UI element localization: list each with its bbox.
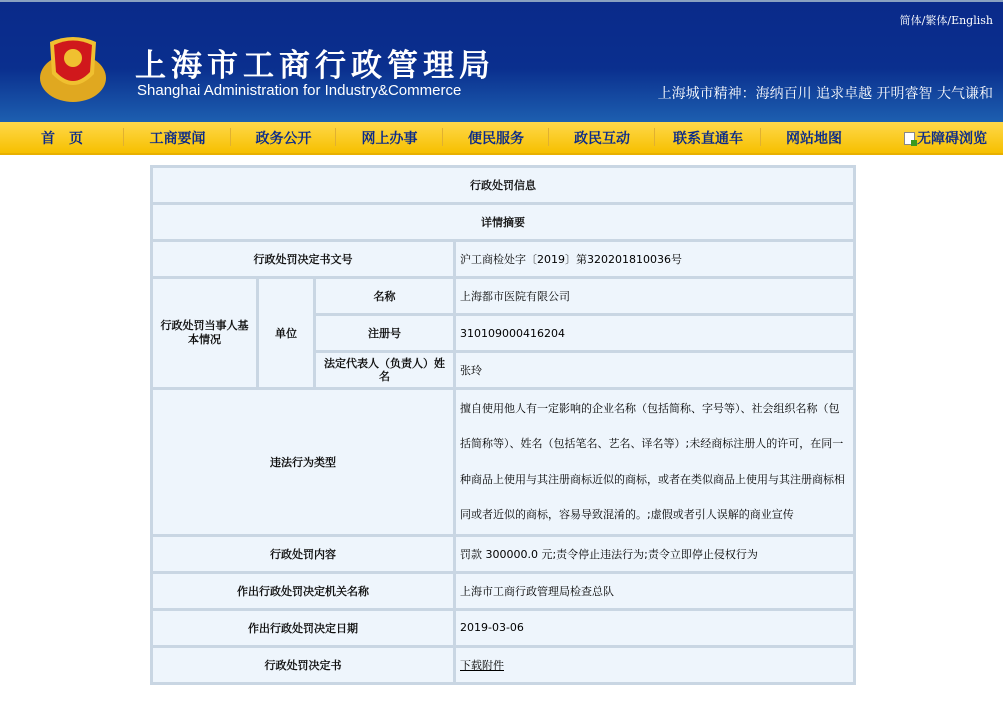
nav-news[interactable]: 工商要闻 <box>124 128 231 148</box>
site-title: 上海市工商行政管理局 <box>135 48 495 84</box>
table-row <box>152 389 855 536</box>
doc-no-value: 沪工商检处字〔2019〕第320201810036号 <box>455 241 855 278</box>
city-slogan: 上海城市精神：海纳百川 追求卓越 开明睿智 大气谦和 <box>657 86 993 102</box>
table-row <box>152 278 855 315</box>
nav-convenience[interactable]: 便民服务 <box>443 128 549 148</box>
rep-value: 张玲 <box>455 352 855 389</box>
nav-contact[interactable]: 联系直通车 <box>655 128 761 148</box>
reg-label: 注册号 <box>315 315 455 352</box>
nav-interaction[interactable]: 政民互动 <box>549 128 655 148</box>
date-label: 作出行政处罚决定日期 <box>152 609 455 646</box>
violation-label: 违法行为类型 <box>152 389 455 536</box>
name-value: 上海都市医院有限公司 <box>455 278 855 315</box>
download-attachment-link[interactable]: 下载附件 <box>460 658 504 672</box>
content-label: 行政处罚内容 <box>152 535 455 572</box>
table-row <box>152 535 855 572</box>
org-value: 上海市工商行政管理局检查总队 <box>455 572 855 609</box>
table-row <box>152 609 855 646</box>
accessibility-icon <box>904 132 915 145</box>
nav-online-services[interactable]: 网上办事 <box>336 128 443 148</box>
org-label: 作出行政处罚决定机关名称 <box>152 572 455 609</box>
nav-home[interactable]: 首 页 <box>0 128 124 148</box>
emblem-logo <box>38 30 108 104</box>
rep-label: 法定代表人（负责人）姓名 <box>315 352 455 389</box>
nav-accessible[interactable] <box>867 128 1003 148</box>
nav-accessible-label: 无障碍浏览 <box>917 130 987 147</box>
content-value: 罚款 300000.0 元;责令停止违法行为;责令立即停止侵权行为 <box>455 535 855 572</box>
nav-public-affairs[interactable]: 政务公开 <box>231 128 336 148</box>
table-row <box>152 572 855 609</box>
party-label: 行政处罚当事人基本情况 <box>152 278 258 389</box>
violation-value: 擅自使用他人有一定影响的企业名称（包括简称、字号等）、社会组织名称（包括简称等）、姓名（包括笔名、艺名、译名等）;未经商标注册人的许可，在同一种商品上使用与其注册商标近似的商标，或者在类似商品上使用与其注册商标相同或者近似的商标，容易导致混淆的。;虚假或者引人误解的商业宣传 <box>455 389 855 536</box>
table-title: 行政处罚信息 <box>152 167 855 204</box>
site-header <box>0 0 1003 122</box>
main-nav <box>0 122 1003 155</box>
date-value: 2019-03-06 <box>455 609 855 646</box>
site-title-english: Shanghai Administration for Industry&Commerce <box>137 82 462 99</box>
language-switch[interactable]: 简体/繁体/English <box>899 14 993 27</box>
nav-sitemap[interactable]: 网站地图 <box>786 130 842 147</box>
doc-no-label: 行政处罚决定书文号 <box>152 241 455 278</box>
table-subtitle: 详情摘要 <box>152 204 855 241</box>
file-label: 行政处罚决定书 <box>152 646 455 683</box>
penalty-info-table <box>150 165 856 685</box>
reg-value: 310109000416204 <box>455 315 855 352</box>
name-label: 名称 <box>315 278 455 315</box>
table-row <box>152 241 855 278</box>
unit-label: 单位 <box>258 278 315 389</box>
table-row <box>152 646 855 683</box>
